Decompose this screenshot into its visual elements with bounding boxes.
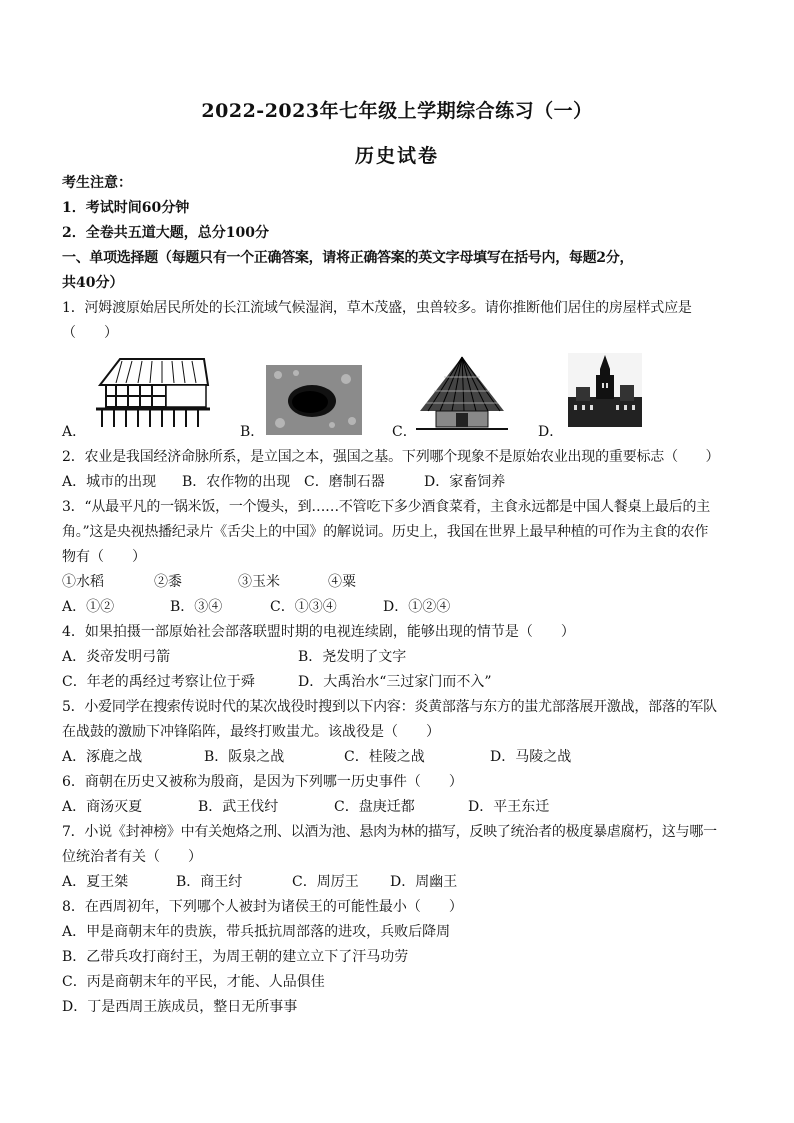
- question-1: [62, 296, 742, 445]
- question-text: 角。”这是央视热播纪录片《舌尖上的中国》的解说词。历史上，我国在世界上最早种植的可作为主食的农作: [62, 524, 709, 540]
- option-a: A．夏王桀: [62, 874, 129, 890]
- option-c: C．桂陵之战: [344, 749, 425, 765]
- question-text: 位统治者有关（ ）: [62, 849, 202, 865]
- question-text: 1．河姆渡原始居民所处的长江流域气候湿润，草木茂盛，虫兽较多。请你推断他们居住的房屋样式应是: [62, 300, 692, 316]
- option-c: C．丙是商朝末年的平民，才能、人品俱佳: [62, 974, 325, 990]
- question-text: 2．农业是我国经济命脉所系，是立国之本，强国之基。下列哪个现象不是原始农业出现的重要标志（ ）: [62, 449, 720, 465]
- option-c: C．盘庚迁都: [334, 799, 415, 815]
- options-row: [62, 470, 742, 495]
- question-text: 8．在西周初年，下列哪个人被封为诸侯王的可能性最小（ ）: [62, 899, 463, 915]
- option-c: C．①③④: [270, 599, 337, 615]
- gothic-building-icon: [568, 353, 642, 427]
- option-a: [62, 353, 222, 445]
- option-a: A．①②: [62, 599, 115, 615]
- option-a: A．甲是商朝末年的贵族，带兵抵抗周部落的进攻，兵败后降周: [62, 924, 451, 940]
- option-d: D．马陵之战: [490, 749, 572, 765]
- exam-body: [62, 171, 742, 1020]
- option-d: D．大禹治水“三过家门而不入”: [298, 674, 492, 690]
- notice-item: 1．考试时间60分钟: [62, 200, 190, 216]
- question-text: 物有（ ）: [62, 549, 146, 565]
- question-text: （ ）: [62, 325, 118, 341]
- option-b: [240, 353, 380, 445]
- option-b: B．乙带兵攻打商纣王，为周王朝的建立立下了汗马功劳: [62, 949, 409, 965]
- question-text: 7．小说《封神榜》中有关炮烙之刑、以酒为池、悬肉为林的描写，反映了统治者的极度暴虐腐朽，这与哪一: [62, 824, 717, 840]
- page-title: 2022-2023年七年级上学期综合练习（一）: [201, 100, 593, 122]
- option-b: B．武王伐纣: [198, 799, 279, 815]
- cave-icon: [266, 365, 362, 435]
- option-c: C．年老的禹经过考察让位于舜: [62, 674, 255, 690]
- option-d: D．丁是西周王族成员，整日无所事事: [62, 999, 298, 1015]
- stilt-house-icon: [92, 355, 212, 431]
- options-row: [62, 595, 742, 620]
- options-row: [62, 870, 742, 895]
- option-b: B．农作物的出现: [182, 474, 291, 490]
- option-d: D．家畜饲养: [424, 474, 506, 490]
- image-options: [62, 353, 742, 445]
- option-b: B．阪泉之战: [204, 749, 285, 765]
- option-a: A．炎帝发明弓箭: [62, 649, 171, 665]
- item: ④粟: [328, 574, 356, 590]
- option-d: D．①②④: [383, 599, 451, 615]
- question-text: 3．“从最平凡的一锅米饭，一个馒头，到……不管吃下多少酒食菜肴，主食永远都是中国人餐桌上最后的主: [62, 499, 711, 515]
- option-d: [538, 353, 678, 445]
- question-7: [62, 820, 742, 895]
- options-row: [62, 670, 742, 695]
- option-label: A．: [62, 424, 87, 440]
- option-label: C．: [392, 424, 417, 440]
- option-c: C．磨制石器: [304, 474, 385, 490]
- question-text: 6．商朝在历史又被称为殷商，是因为下列哪一历史事件（ ）: [62, 774, 463, 790]
- page-subtitle: 历史试卷: [354, 145, 439, 167]
- question-text: 4．如果拍摄一部原始社会部落联盟时期的电视连续剧，能够出现的情节是（ ）: [62, 624, 575, 640]
- question-4: [62, 620, 742, 695]
- question-3: [62, 495, 742, 620]
- option-a: A．商汤灭夏: [62, 799, 143, 815]
- options-row: [62, 645, 742, 670]
- option-label: D．: [538, 424, 564, 440]
- item: ③玉米: [238, 574, 280, 590]
- question-2: [62, 445, 742, 495]
- options-row: [62, 745, 742, 770]
- items-row: [62, 570, 742, 595]
- thatched-hut-icon: [414, 353, 510, 435]
- section-heading-cont: 共40分）: [62, 275, 124, 291]
- notice-heading: 考生注意：: [62, 175, 132, 191]
- question-text: 5．小爱同学在搜索传说时代的某次战役时搜到以下内容：炎黄部落与东方的蚩尤部落展开激战，部落的军队: [62, 699, 717, 715]
- option-c: [392, 353, 532, 445]
- option-b: B．③④: [170, 599, 223, 615]
- options-row: [62, 795, 742, 820]
- option-d: D．周幽王: [390, 874, 458, 890]
- notice-item: 2．全卷共五道大题，总分100分: [62, 225, 269, 241]
- item: ①水稻: [62, 574, 104, 590]
- option-c: C．周厉王: [292, 874, 359, 890]
- item: ②黍: [154, 574, 182, 590]
- option-b: B．尧发明了文字: [298, 649, 407, 665]
- option-b: B．商王纣: [176, 874, 243, 890]
- question-text: 在战鼓的激励下冲锋陷阵，最终打败蚩尤。该战役是（ ）: [62, 724, 440, 740]
- option-a: A．涿鹿之战: [62, 749, 143, 765]
- question-8: [62, 895, 742, 1020]
- option-label: B．: [240, 424, 265, 440]
- option-d: D．平王东迁: [468, 799, 550, 815]
- section-heading: 一、单项选择题（每题只有一个正确答案，请将正确答案的英文字母填写在括号内，每题2分，: [62, 250, 634, 266]
- question-6: [62, 770, 742, 820]
- question-5: [62, 695, 742, 770]
- option-a: A．城市的出现: [62, 474, 157, 490]
